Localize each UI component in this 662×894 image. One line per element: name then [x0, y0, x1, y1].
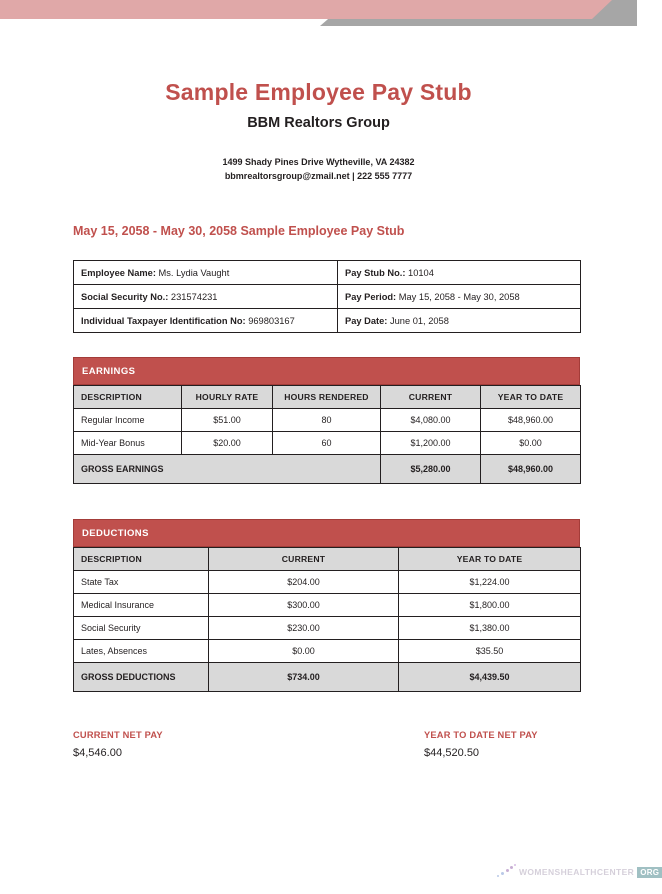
deductions-row-current: $0.00 — [209, 640, 399, 663]
ytd-net-pay-value: $44,520.50 — [424, 747, 480, 759]
dots-decoration-icon — [497, 864, 519, 880]
table-row — [74, 309, 581, 333]
company-address-line: 1499 Shady Pines Drive Wytheville, VA 24382 — [222, 157, 415, 167]
earnings-section-title: EARNINGS — [82, 365, 136, 377]
ytd-net-pay-label: YEAR TO DATE NET PAY — [424, 730, 538, 740]
deductions-row-description: State Tax — [74, 571, 209, 594]
itin-cell — [74, 309, 338, 333]
earnings-row-description: Regular Income — [74, 409, 182, 432]
ssn-label: Social Security No.: — [81, 291, 169, 302]
page-title: Sample Employee Pay Stub — [165, 79, 472, 105]
company-contact-line: bbmrealtorsgroup@zmail.net | 222 555 7777 — [224, 171, 413, 181]
table-row — [74, 285, 581, 309]
table-row — [74, 432, 581, 455]
gross-deductions-row — [74, 663, 581, 692]
earnings-row-current: $1,200.00 — [381, 432, 481, 455]
deductions-row-year-to-date: $1,380.00 — [399, 617, 581, 640]
ssn-cell — [74, 285, 338, 309]
employee-name-value: Ms. Lydia Vaught — [158, 267, 230, 278]
employee-name-cell — [74, 261, 338, 285]
employee-info-table — [73, 260, 581, 333]
pay-stub-no-value: 10104 — [408, 267, 434, 278]
pay-date-cell — [338, 309, 581, 333]
table-header-row — [74, 386, 581, 409]
employee-name-label: Employee Name: — [81, 267, 156, 278]
company-contact-block — [0, 155, 637, 183]
earnings-col-hourly-rate: HOURLY RATE — [182, 386, 273, 409]
pay-stub-no-label: Pay Stub No.: — [345, 267, 406, 278]
watermark-wordmark: WOMENSHEALTHCENTER — [519, 867, 635, 877]
earnings-row-year-to-date: $48,960.00 — [481, 409, 581, 432]
earnings-col-hours-rendered: HOURS RENDERED — [273, 386, 381, 409]
earnings-row-hours-rendered: 60 — [273, 432, 381, 455]
gross-earnings-row — [74, 455, 581, 484]
table-header-row — [74, 548, 581, 571]
earnings-row-description: Mid-Year Bonus — [74, 432, 182, 455]
earnings-row-hourly-rate: $20.00 — [182, 432, 273, 455]
company-name: BBM Realtors Group — [247, 115, 390, 131]
earnings-table — [73, 385, 581, 484]
deductions-row-current: $230.00 — [209, 617, 399, 640]
gross-earnings-year-to-date: $48,960.00 — [481, 455, 581, 484]
table-row — [74, 409, 581, 432]
watermark-org-badge: ORG — [637, 867, 662, 878]
gross-earnings-current: $5,280.00 — [381, 455, 481, 484]
gross-deductions-year-to-date: $4,439.50 — [399, 663, 581, 692]
table-row — [74, 617, 581, 640]
deductions-table — [73, 547, 581, 692]
pay-period-value: May 15, 2058 - May 30, 2058 — [398, 291, 520, 302]
deductions-row-year-to-date: $35.50 — [399, 640, 581, 663]
gross-earnings-label: GROSS EARNINGS — [74, 455, 381, 484]
earnings-row-hourly-rate: $51.00 — [182, 409, 273, 432]
pay-period-label: Pay Period: — [345, 291, 397, 302]
deductions-row-description: Medical Insurance — [74, 594, 209, 617]
earnings-col-current: CURRENT — [381, 386, 481, 409]
earnings-row-current: $4,080.00 — [381, 409, 481, 432]
deductions-row-year-to-date: $1,800.00 — [399, 594, 581, 617]
header-decoration — [0, 0, 637, 34]
earnings-section-header — [73, 357, 580, 385]
earnings-col-description: DESCRIPTION — [74, 386, 182, 409]
current-net-pay-value: $4,546.00 — [73, 747, 122, 759]
deductions-row-description: Social Security — [74, 617, 209, 640]
pay-stub-no-cell — [338, 261, 581, 285]
deductions-row-description: Lates, Absences — [74, 640, 209, 663]
gross-deductions-current: $734.00 — [209, 663, 399, 692]
pay-date-label: Pay Date: — [345, 315, 388, 326]
pay-period-cell — [338, 285, 581, 309]
current-net-pay-label: CURRENT NET PAY — [73, 730, 163, 740]
deductions-col-year-to-date: YEAR TO DATE — [399, 548, 581, 571]
earnings-col-year-to-date: YEAR TO DATE — [481, 386, 581, 409]
table-row — [74, 594, 581, 617]
footer-watermark — [497, 861, 662, 883]
gross-deductions-label: GROSS DEDUCTIONS — [74, 663, 209, 692]
earnings-row-year-to-date: $0.00 — [481, 432, 581, 455]
deductions-row-current: $204.00 — [209, 571, 399, 594]
table-row — [74, 261, 581, 285]
deductions-row-current: $300.00 — [209, 594, 399, 617]
table-row — [74, 571, 581, 594]
deductions-col-current: CURRENT — [209, 548, 399, 571]
ssn-value: 231574231 — [170, 291, 218, 302]
pink-accent-band — [0, 0, 612, 19]
deductions-row-year-to-date: $1,224.00 — [399, 571, 581, 594]
deductions-section-title: DEDUCTIONS — [82, 527, 149, 539]
table-row — [74, 640, 581, 663]
pay-period-heading: May 15, 2058 - May 30, 2058 Sample Employee Pay Stub — [73, 224, 405, 238]
deductions-col-description: DESCRIPTION — [74, 548, 209, 571]
earnings-row-hours-rendered: 80 — [273, 409, 381, 432]
itin-label: Individual Taxpayer Identification No: — [81, 315, 246, 326]
itin-value: 969803167 — [248, 315, 295, 326]
deductions-section-header — [73, 519, 580, 547]
pay-date-value: June 01, 2058 — [389, 315, 449, 326]
